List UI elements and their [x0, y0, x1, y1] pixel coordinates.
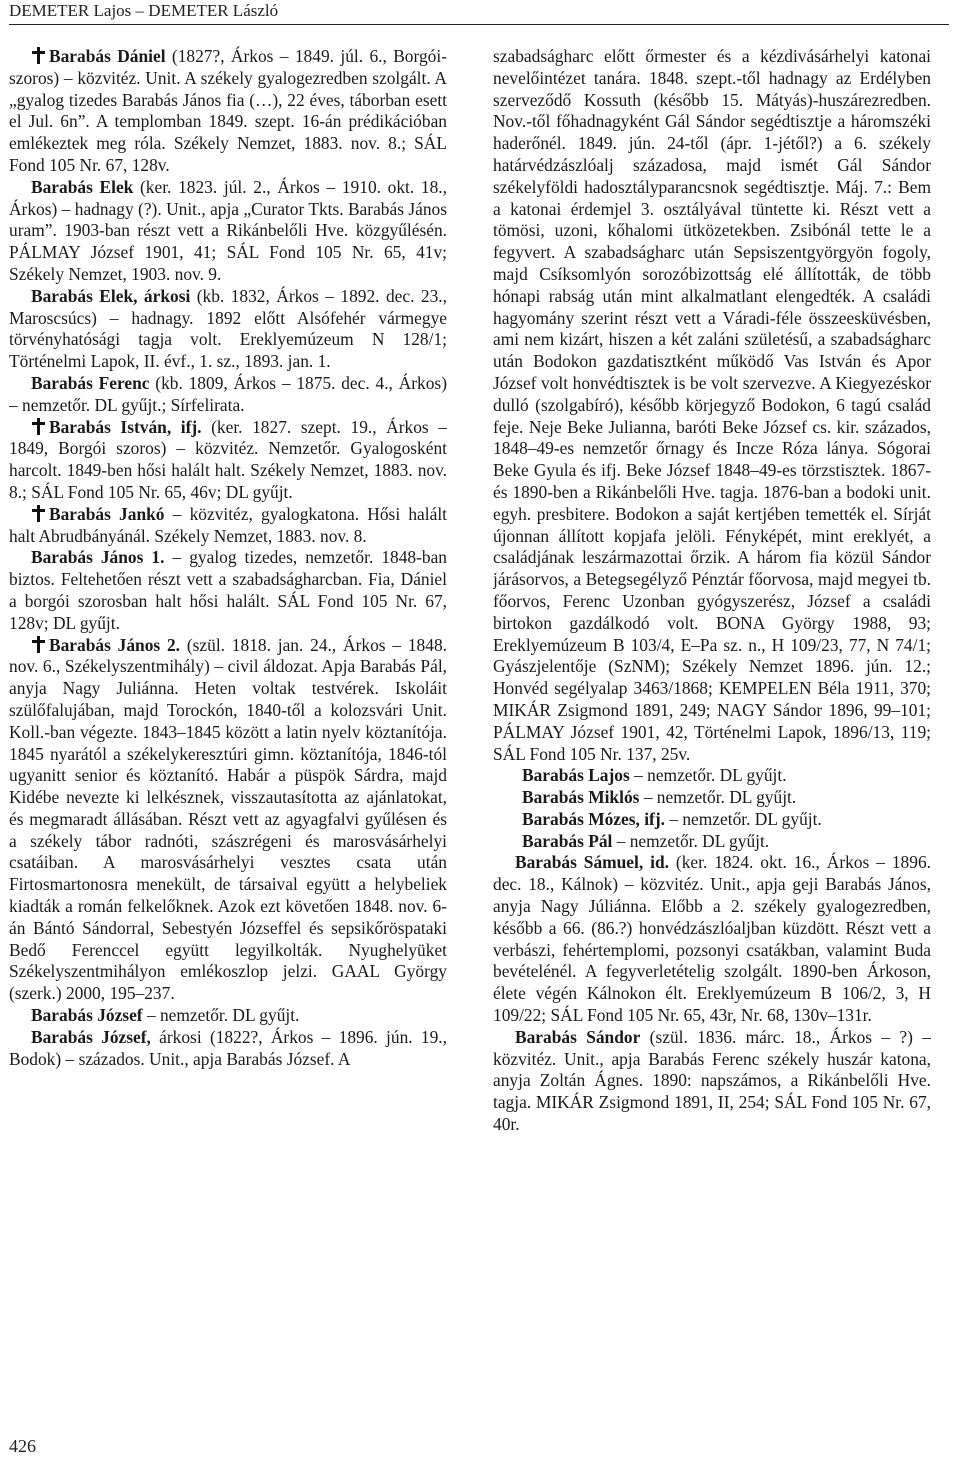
entry-text: (ker. 1824. okt. 16., Árkos – 1896. dec. 18., Kálnok) – közvitéz. Unit., apja geji Barabás János, anyja Nagy Júliánna. Előbb a 2. székely gyalogezredben, később a 66. (86.?) honvédzászlóaljban küzdött. Részt vett a verbászi, fehértemplomi, pozsonyi csatákban, valamint Buda bevételénél. A fegyverletételig szolgált. 1890-ben Árkoson, élete végén Kálnokon élt. Ereklyemúzeum B 106/2, 3, H 109/22; SÁL Fond 105 Nr. 65, 43r, Nr. 68, 130v–131r.	[493, 852, 931, 1026]
entry-text: – nemzetőr. DL gyűjt.	[142, 1005, 300, 1026]
entry-text: – nemzetőr. DL gyűjt.	[629, 765, 787, 786]
running-head: DEMETER Lajos – DEMETER László	[9, 0, 949, 25]
entry-text: árkosi (1822?, Árkos – 1896. jún. 19., Bodok) – százados. Unit., apja Barabás József. A	[9, 1026, 447, 1069]
entry-barabas-mozes	[493, 809, 931, 831]
entry-head: Barabás Sándor	[515, 1026, 641, 1047]
entry-text: – nemzetőr. DL gyűjt.	[664, 808, 822, 829]
entry-head: Barabás Elek	[31, 176, 134, 197]
entry-head: Barabás Ferenc	[31, 372, 150, 393]
cross-icon	[31, 47, 47, 64]
entry-text: – nemzetőr. DL gyűjt.	[639, 787, 797, 808]
entry-text: (ker. 1823. júl. 2., Árkos – 1910. okt. 18., Árkos) – hadnagy (?). Unit., apja „Curator Tkts. Barabás János uram”. 1903-ban részt vett a Rikánbelőli Hve. közgyűlésén. PÁLMAY József 1901, 41; SÁL Fond 105 Nr. 65, 41v; Székely Nemzet, 1903. nov. 9.	[9, 176, 447, 284]
entry-head: Barabás János 1.	[31, 547, 165, 568]
entry-head: Barabás Elek, árkosi	[31, 285, 191, 306]
entry-text: (kb. 1809, Árkos – 1875. dec. 4., Árkos) – nemzetőr. DL gyűjt.; Sírfelirata.	[9, 372, 447, 415]
entry-barabas-jozsef	[9, 1005, 447, 1027]
page-number: 426	[9, 1436, 36, 1456]
entry-barabas-janos-2	[9, 635, 447, 1006]
entry-barabas-janko	[9, 504, 447, 548]
entry-barabas-jozsef-arkosi	[9, 1027, 447, 1071]
entry-barabas-miklos	[493, 787, 931, 809]
entry-head: Barabás Sámuel, id.	[515, 852, 669, 873]
entry-barabas-jozsef-continued	[493, 46, 931, 765]
entry-head: Barabás Mózes, ifj.	[522, 808, 665, 829]
entry-head: Barabás István, ifj.	[49, 416, 202, 437]
entry-barabas-elek	[9, 177, 447, 286]
entry-text: – közvitéz, gyalogkatona. Hősi halált halt Abrudbányánál. Székely Nemzet, 1883. nov. 8.	[9, 503, 447, 546]
entry-text: (szül. 1836. márc. 18., Árkos – ?) – közvitéz. Unit., apja Barabás Ferenc székely huszár katona, anyja Zoltán Ágnes. 1890: napszámos, a Rikánbelőli Hve. tagja. MIKÁR Zsigmond 1891, II, 254; SÁL Fond 105 Nr. 67, 40r.	[493, 1026, 931, 1135]
entry-head: Barabás Pál	[522, 830, 613, 851]
cross-icon	[31, 505, 47, 522]
entry-head: Barabás Lajos	[522, 765, 630, 786]
entry-head: Barabás Dániel	[49, 46, 166, 66]
entry-barabas-lajos	[493, 765, 931, 787]
entry-barabas-istvan	[9, 417, 447, 504]
entry-head: Barabás Jankó	[49, 503, 165, 524]
entry-barabas-samuel	[493, 852, 931, 1026]
entry-text: (1827?, Árkos – 1849. júl. 6., Borgói-szoros) – közvitéz. Unit. A székely gyalogezredben szolgált. A „gyalog tizedes Barabás János fia (…), 22 éves, táborban esett el Jul. 6n”. A templomban 1849. szept. 16-án prédikációban emlékeztek meg róla. Székely Nemzet, 1883. nov. 8.; SÁL Fond 105 Nr. 67, 128v.	[9, 46, 447, 175]
entry-text: (kb. 1832, Árkos – 1892. dec. 23., Maroscsúcs) – hadnagy. 1892 előtt Alsófehér vármegye törvényhatósági tagja volt. Ereklyemúzeum N 128/1; Történelmi Lapok, II. évf., 1. sz., 1893. jan. 1.	[9, 285, 447, 372]
entry-barabas-janos-1	[9, 547, 447, 634]
entry-text: szabadságharc előtt őrmester és a kézdivásárhelyi katonai nevelőintézet tanára. 1848. szept.-től hadnagy az Erdélyben szerveződő Kossuth (később 15. Mátyás)-huszárezredben. Nov.-től főhadnagyként Gál Sándor segédtisztje a háromszéki haderőnél. 1849. jún. 24-től (ápr. 1-jétől?) a 6. székely határvédzászlóalj századosa, majd ismét Gál Sándor székelyföldi hadosztályparancsnok segédtisztje. Máj. 7.: Bem a katonai érdemjel 3. osztályával tüntette ki. Részt vett a tömösi, uzoni, kőhalomi ütközetekben. Zsibónál tette le a fegyvert. A szabadságharc után Sepsiszentgyörgyön fogoly, majd Csíksomlyón sorozóbizottság elé állították, de több hónapi rabság után mint alkalmatlant elengedték. A családi hagyomány szerint részt vett a Váradi-féle összeesküvésben, ami nem kizárt, hiszen a két zaláni születésű, a szabadságharc után Bodokon gazdatisztként működő Vas István és Apor József volt honvédtisztek is be volt szervezve. A Kiegyezéskor dulló (szolgabíró), később körjegyző Bodokon, 6 tagú család feje. Neje Beke Julianna, baróti Beke József cs. kir. százados, 1848–49-es nemzetőr őrnagy és Incze Róza lánya. Sógorai Beke Gyula és ifj. Beke József 1848–49-es törzstisztek. 1867- és 1890-ben a Rikánbelőli Hve. tagja. 1876-ban a bodoki unit. egyh. presbitere. Bodokon a saját kertjében temették el. Sírját újonnan állított kopjafa jelöli. Fényképét, mint ereklyét, a családjának leszármazottai őrzik. A három fia közül Sándor járásorvos, a Betegsegélyző Pénztár főorvosa, majd megyei tb. főorvos, Ferenc Uzonban gyógyszerész, József a családi birtokon gazdálkodó volt. BONA György 1988, 93; Ereklyemúzeum B 103/4, E–Pa sz. n., H 109/23, 77, N 74/1; Gyászjelentője (SzNM); Székely Nemzet 1896. jún. 12.; Honvéd segélyalap 3463/1868; KEMPELEN Béla 1911, 370; MIKÁR Zsigmond 1891, 249; NAGY Sándor 1896, 99–101; PÁLMAY József 1901, 42, Történelmi Lapok, 1896/13, 119; SÁL Fond 105 Nr. 137, 25v.	[493, 46, 931, 764]
entry-barabas-pal	[493, 831, 931, 853]
entry-text: – gyalog tizedes, nemzetőr. 1848-ban biztos. Feltehetően részt vett a szabadságharcban. Fia, Dániel a borgói szorosban halt hősi halált. SÁL Fond 105 Nr. 67, 128v; DL gyűjt.	[9, 547, 447, 633]
entry-head: Barabás János 2.	[49, 634, 181, 655]
cross-icon	[31, 636, 47, 653]
entry-barabas-elek-arkosi	[9, 286, 447, 373]
entry-text: (ker. 1827. szept. 19., Árkos – 1849, Borgói szoros) – közvitéz. Nemzetőr. Gyalogosként harcolt. 1849-ben hősi halált halt. Székely Nemzet, 1883. nov. 8.; SÁL Fond 105 Nr. 65, 46v; DL gyűjt.	[9, 416, 447, 502]
entry-head: Barabás József	[31, 1005, 143, 1026]
cross-icon	[31, 418, 47, 435]
entry-text: – nemzetőr. DL gyűjt.	[612, 830, 770, 851]
entry-text: (szül. 1818. jan. 24., Árkos – 1848. nov. 6., Székelyszentmihály) – civil áldozat. Apja Barabás Pál, anyja Nagy Juliánna. Heten voltak testvérek. Iskoláit szülőfalujában, majd Torockón, 1840-től a kolozsvári Unit. Koll.-ban végezte. 1843–1845 között a latin nyelv köztanítója. 1845 nyarától a székelykeresztúri gimn. köztanítója, 1846-tól ugyanitt senior és köztanító. Habár a püspök Sárdra, majd Kidébe nevezte ki lelkésznek, visszautasította az ajánlatokat, és megmaradt állásában. Részt vett az agyagfalvi gyűlésen és a székely tábor radnóti, szászrégeni és marosvásárhelyi csatáiban. A marosvásárhelyi vesztes csata után Firtosmartonosra menekült, de társaival együtt a helybeliek kiadták a román felkelőknek. Azok ezt követően 1848. nov. 6-án Bántó Sándorral, Sebestyén Józseffel és sepsikőröspataki Bedő Ferenccel együtt legyilkolták. Nyughelyüket Székelyszentmihályon emlékoszlop jelzi. GAAL György (szerk.) 2000, 195–237.	[9, 634, 447, 1004]
entry-barabas-sandor	[493, 1027, 931, 1136]
entry-head: Barabás Miklós	[522, 787, 640, 808]
entry-barabas-daniel	[9, 46, 447, 177]
entry-barabas-ferenc	[9, 373, 447, 417]
left-column	[9, 46, 447, 1070]
right-column	[493, 46, 931, 1136]
entry-head: Barabás József,	[31, 1026, 151, 1047]
